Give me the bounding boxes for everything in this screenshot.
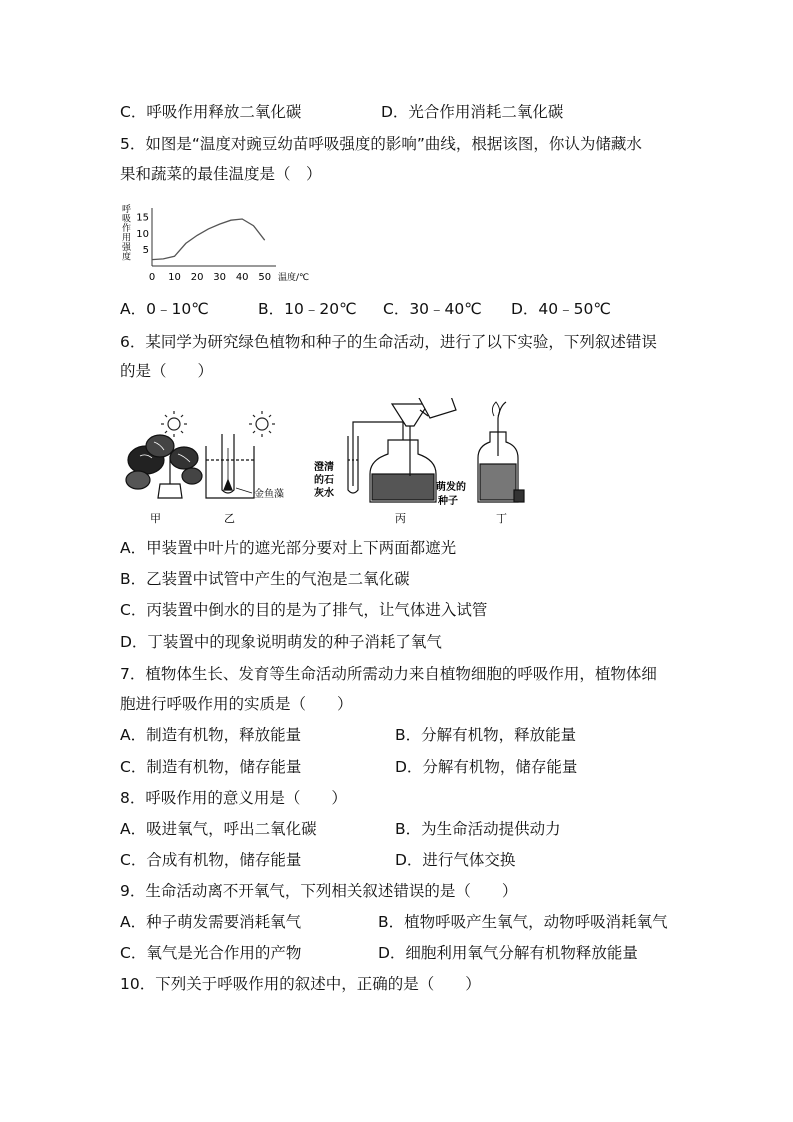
chart-x-tick: 10 xyxy=(168,272,181,283)
q5-option-a: A．0﹣10℃ xyxy=(120,300,209,318)
q10-stem: 10．下列关于呼吸作用的叙述中，正确的是（ ） xyxy=(120,975,481,993)
chart-x-tick: 50 xyxy=(258,272,272,283)
q4-option-d: D．光合作用消耗二氧化碳 xyxy=(381,103,564,121)
chart-ylabel-char: 作 xyxy=(122,224,132,234)
chart-ylabel-char: 呼 xyxy=(122,205,132,215)
label-yi: 乙 xyxy=(224,512,235,525)
chart-x-tick: 20 xyxy=(190,272,204,283)
experiment-figure xyxy=(118,398,533,530)
label-lime-2: 的石 xyxy=(314,475,334,486)
chart-series-line xyxy=(152,219,265,260)
beaker-icon xyxy=(206,434,254,498)
label-seed-1: 萌发的 xyxy=(436,482,466,493)
label-lime-3: 灰水 xyxy=(314,488,334,499)
label-jia: 甲 xyxy=(150,512,161,525)
potted-plant-icon xyxy=(126,435,202,498)
chart-y-tick: 5 xyxy=(142,244,149,256)
chart-x-tick: 30 xyxy=(213,272,227,283)
q5-option-d: D．40﹣50℃ xyxy=(511,300,611,318)
label-bing: 丙 xyxy=(395,512,406,525)
q6-stem-line1: 6．某同学为研究绿色植物和种子的生命活动，进行了以下实验，下列叙述错误 xyxy=(120,333,657,351)
label-jinyuzao: 金鱼藻 xyxy=(254,489,284,500)
label-ding: 丁 xyxy=(496,512,507,525)
chart-ylabel-char: 强 xyxy=(122,243,132,253)
sun-icon xyxy=(249,411,275,437)
q6-option-d: D．丁装置中的现象说明萌发的种子消耗了氧气 xyxy=(120,633,442,651)
q6-option-b: B．乙装置中试管中产生的气泡是二氧化碳 xyxy=(120,570,410,588)
chart-xlabel: 温度/℃ xyxy=(278,273,310,283)
lime-water-tube-icon xyxy=(348,428,358,493)
q5-stem-line2: 果和蔬菜的最佳温度是（ ） xyxy=(120,165,322,183)
seed-jar-icon xyxy=(478,402,524,502)
q7-option-d: D．分解有机物，储存能量 xyxy=(395,758,578,776)
chart-x-tick: 0 xyxy=(148,272,156,283)
label-seed-2: 种子 xyxy=(438,496,458,507)
q5-option-b: B．10﹣20℃ xyxy=(258,300,357,318)
q7-option-c: C．制造有机物，储存能量 xyxy=(120,758,302,776)
q7-stem-line1: 7．植物体生长、发育等生命活动所需动力来自植物细胞的呼吸作用，植物体细 xyxy=(120,665,657,683)
q9-option-c: C．氧气是光合作用的产物 xyxy=(120,944,302,962)
q6-option-a: A．甲装置中叶片的遮光部分要对上下两面都遮光 xyxy=(120,539,457,557)
q9-option-b: B．植物呼吸产生氧气，动物呼吸消耗氧气 xyxy=(378,913,668,931)
q8-option-d: D．进行气体交换 xyxy=(395,851,516,869)
q7-stem-line2: 胞进行呼吸作用的实质是（ ） xyxy=(120,695,353,713)
sun-icon xyxy=(161,411,187,437)
chart-y-tick: 15 xyxy=(136,212,149,224)
q6-option-c: C．丙装置中倒水的目的是为了排气，让气体进入试管 xyxy=(120,601,488,619)
q8-option-a: A．吸进氧气，呼出二氧化碳 xyxy=(120,820,317,838)
chart-ylabel-char: 用 xyxy=(122,233,132,244)
q5-option-c: C．30﹣40℃ xyxy=(383,300,482,318)
q9-option-a: A．种子萌发需要消耗氧气 xyxy=(120,913,302,931)
q9-stem: 9．生命活动离不开氧气，下列相关叙述错误的是（ ） xyxy=(120,882,518,900)
q8-stem: 8．呼吸作用的意义用是（ ） xyxy=(120,789,347,807)
chart-ylabel-char: 度 xyxy=(122,252,132,263)
respiration-temperature-chart xyxy=(118,200,338,288)
q5-stem-line1: 5．如图是“温度对豌豆幼苗呼吸强度的影响”曲线，根据该图，你认为储藏水 xyxy=(120,135,642,153)
chart-y-tick: 10 xyxy=(136,228,149,240)
label-lime-1: 澄清 xyxy=(314,462,334,473)
chart-x-tick: 40 xyxy=(235,272,249,283)
q8-option-b: B．为生命活动提供动力 xyxy=(395,820,561,838)
q7-option-b: B．分解有机物，释放能量 xyxy=(395,726,577,744)
q6-stem-line2: 的是（ ） xyxy=(120,362,214,380)
q8-option-c: C．合成有机物，储存能量 xyxy=(120,851,302,869)
q9-option-d: D．细胞利用氧气分解有机物释放能量 xyxy=(378,944,638,962)
chart-ylabel xyxy=(122,203,132,263)
q4-option-c: C．呼吸作用释放二氧化碳 xyxy=(120,103,302,121)
chart-ylabel-char: 吸 xyxy=(122,214,132,225)
q7-option-a: A．制造有机物，释放能量 xyxy=(120,726,302,744)
